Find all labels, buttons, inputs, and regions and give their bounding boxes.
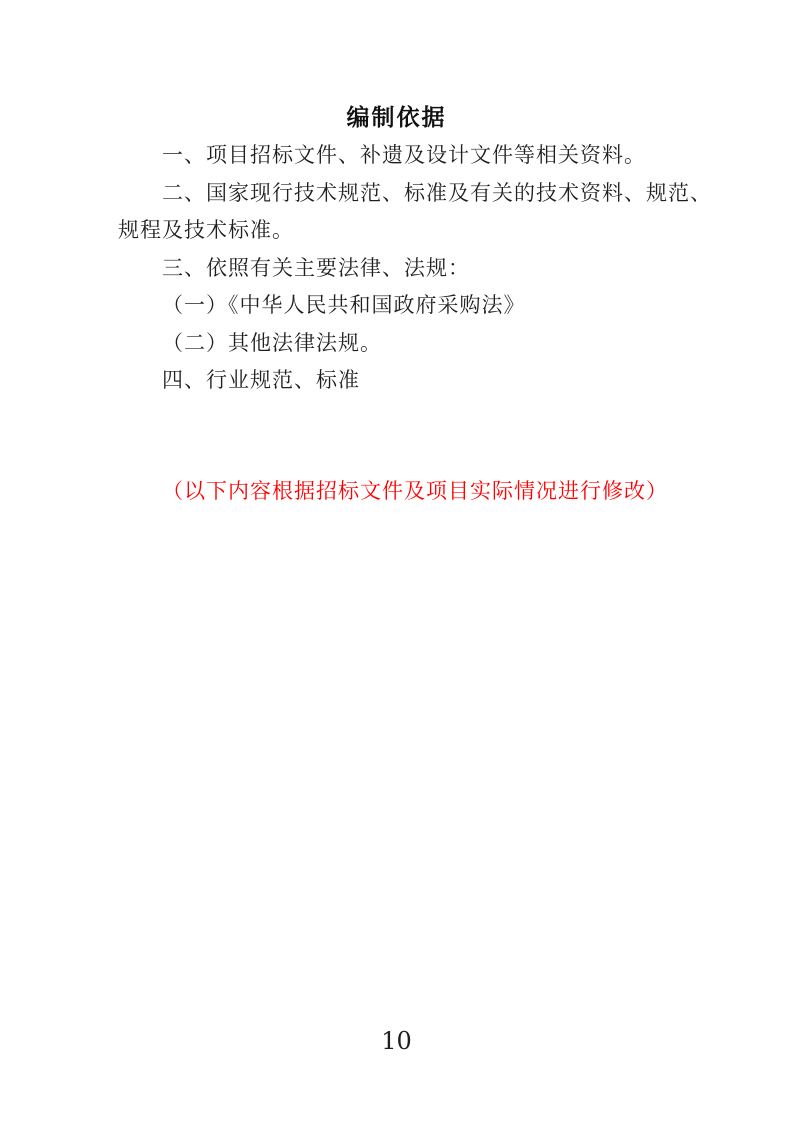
paragraph-line-3: 规程及技术标准。 xyxy=(118,218,294,242)
paragraph-line-2: 二、国家现行技术规范、标准及有关的技术资料、规范、 xyxy=(162,180,712,205)
page-title: 编制依据 xyxy=(346,105,447,131)
paragraph-line-1: 一、项目招标文件、补遗及设计文件等相关资料。 xyxy=(162,143,646,167)
paragraph-line-4: 三、依照有关主要法律、法规： xyxy=(162,255,470,280)
paragraph-line-7: 四、行业规范、标准 xyxy=(162,368,360,392)
paragraph-line-6: （二）其他法律法规。 xyxy=(162,330,382,355)
page-number: 10 xyxy=(381,1027,412,1055)
revision-note: （以下内容根据招标文件及项目实际情况进行修改） xyxy=(162,479,668,503)
paragraph-line-5: （一）《中华人民共和国政府采购法》 xyxy=(162,293,526,317)
document-body xyxy=(118,137,712,400)
